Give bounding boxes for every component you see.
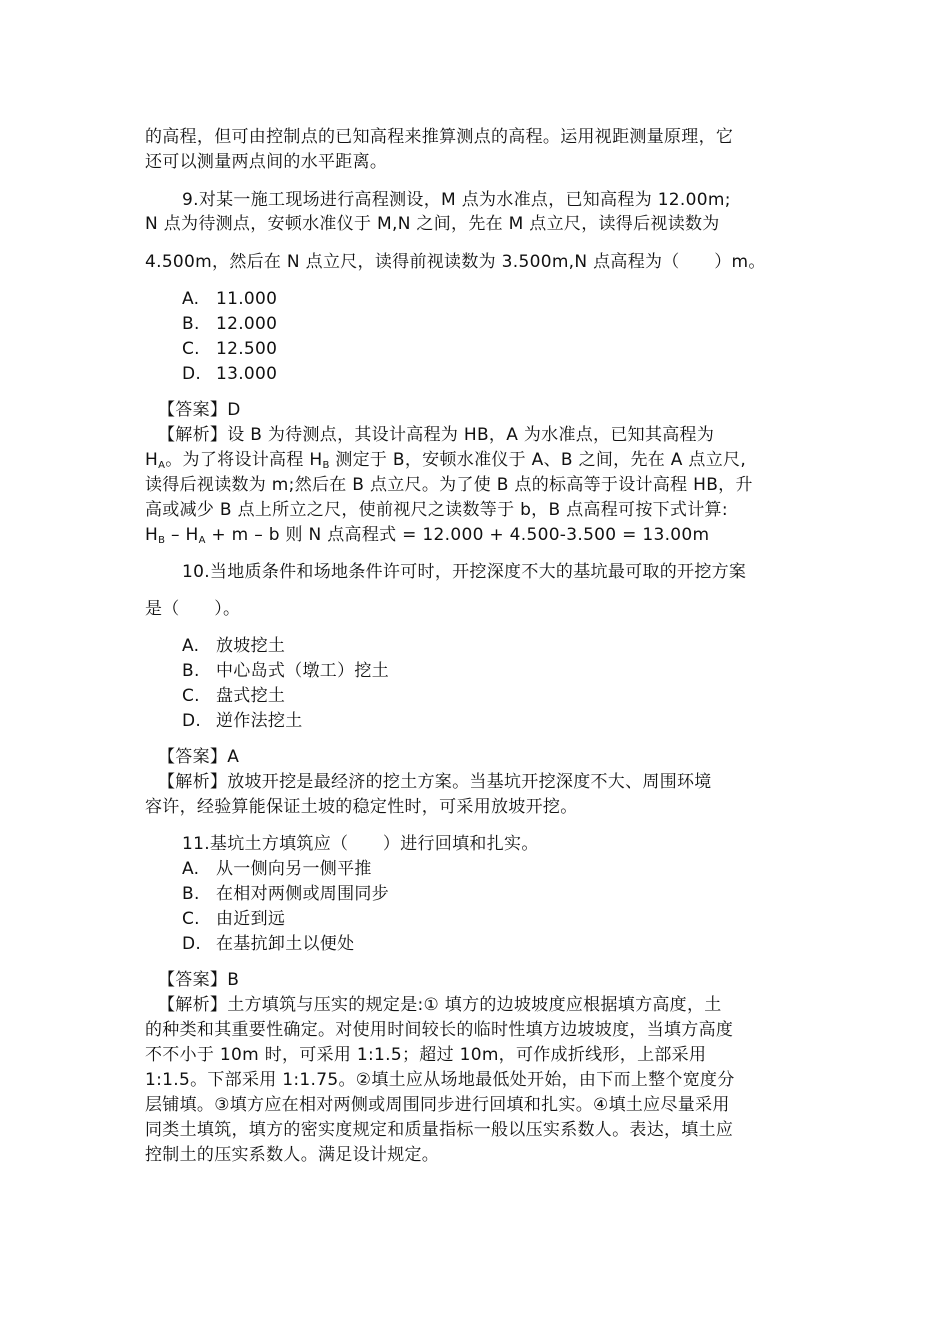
q10-option-c <box>182 684 285 709</box>
q11-explanation-line-2: 的种类和其重要性确定。对使用时间较长的临时性填方边坡坡度，当填方高度 <box>145 1020 734 1040</box>
intro-line-1: 的高程，但可由控制点的已知高程来推算测点的高程。运用视距测量原理，它 <box>145 127 734 147</box>
q11-explanation-line-4: 1:1.5。下部采用 1:1.75。②填土应从场地最低处开始，由下而上整个宽度分 <box>145 1070 735 1090</box>
option-text: 放坡挖土 <box>216 636 286 656</box>
intro-line-2: 还可以测量两点间的水平距离。 <box>145 152 388 172</box>
q11-explanation-line-6: 同类土填筑，填方的密实度规定和质量指标一般以压实系数人。表达，填土应 <box>145 1120 734 1140</box>
option-label: B. <box>182 661 200 681</box>
q11-option-a <box>182 857 372 882</box>
text-run: + m – b 则 N 点高程式 = 12.000 + 4.500-3.500 = 13.00m <box>205 525 710 545</box>
q9-option-c <box>182 337 277 362</box>
q10-option-d <box>182 709 303 734</box>
q10-stem-line-2: 是（ ）。 <box>145 599 241 619</box>
text-run: 测定于 B，安顿水准仪于 A、B 之间，先在 A 点立尺, <box>329 450 747 470</box>
subscript: B <box>322 460 330 471</box>
option-label: C. <box>182 909 200 929</box>
option-text: 13.000 <box>216 364 278 384</box>
option-text: 中心岛式（墩工）挖土 <box>216 661 389 681</box>
q10-stem-line-1: 10.当地质条件和场地条件许可时，开挖深度不大的基坑最可取的开挖方案 <box>182 562 747 582</box>
q11-explanation-line-7: 控制土的压实系数人。满足设计规定。 <box>145 1145 440 1165</box>
text-run: H <box>145 525 159 545</box>
option-label: A. <box>182 636 200 656</box>
q11-option-d <box>182 932 354 957</box>
option-text: 12.000 <box>216 314 278 334</box>
subscript: B <box>158 535 166 546</box>
q11-option-c <box>182 907 285 932</box>
q9-explanation-line-2 <box>145 448 746 473</box>
text-run: – H <box>165 525 199 545</box>
option-label: C. <box>182 339 200 359</box>
option-label: D. <box>182 711 202 731</box>
option-label: A. <box>182 289 200 309</box>
q9-option-a <box>182 287 277 312</box>
option-text: 由近到远 <box>216 909 286 929</box>
q11-explanation-line-3: 不不小于 10m 时，可采用 1:1.5；超过 10m，可作成折线形，上部采用 <box>145 1045 707 1065</box>
option-label: D. <box>182 934 202 954</box>
option-text: 在基抗卸土以便处 <box>216 934 355 954</box>
q10-explanation-line-1: 【解析】放坡开挖是最经济的挖土方案。当基坑开挖深度不大、周围环境 <box>158 772 712 792</box>
option-label: A. <box>182 859 200 879</box>
q9-stem-line-1: 9.对某一施工现场进行高程测设，M 点为水准点，已知高程为 12.00m; <box>182 190 731 210</box>
q9-stem-line-3: 4.500m，然后在 N 点立尺，读得前视读数为 3.500m,N 点高程为（ ）m。 <box>145 252 766 272</box>
q9-explanation-line-4: 高或减少 B 点上所立之尺，使前视尺之读数等于 b，B 点高程可按下式计算: <box>145 500 728 520</box>
q9-option-b <box>182 312 277 337</box>
option-label: B. <box>182 314 200 334</box>
option-label: B. <box>182 884 200 904</box>
option-text: 盘式挖土 <box>216 686 286 706</box>
q9-answer: 【答案】D <box>158 400 241 420</box>
option-text: 12.500 <box>216 339 278 359</box>
option-text: 11.000 <box>216 289 278 309</box>
q10-explanation-line-2: 容许，经验算能保证土坡的稳定性时，可采用放坡开挖。 <box>145 797 578 817</box>
option-text: 从一侧向另一侧平推 <box>216 859 372 879</box>
q11-option-b <box>182 882 389 907</box>
text-run: 。为了将设计高程 H <box>165 450 323 470</box>
q9-stem-line-2: N 点为待测点，安顿水准仪于 M,N 之间，先在 M 点立尺，读得后视读数为 <box>145 214 720 234</box>
q11-explanation-line-1: 【解析】土方填筑与压实的规定是:① 填方的边坡坡度应根据填方高度，土 <box>158 995 722 1015</box>
q10-option-a <box>182 634 285 659</box>
q9-explanation-line-3: 读得后视读数为 m;然后在 B 点立尺。为了使 B 点的标高等于设计高程 HB，升 <box>145 475 753 495</box>
option-label: C. <box>182 686 200 706</box>
option-text: 在相对两侧或周围同步 <box>216 884 389 904</box>
q10-answer: 【答案】A <box>158 747 240 767</box>
q11-answer: 【答案】B <box>158 970 240 990</box>
subscript: A <box>158 460 166 471</box>
option-label: D. <box>182 364 202 384</box>
subscript: A <box>198 535 206 546</box>
q9-explanation-line-5 <box>145 523 709 548</box>
q11-stem: 11.基坑土方填筑应（ ）进行回填和扎实。 <box>182 834 539 854</box>
q10-option-b <box>182 659 389 684</box>
q11-explanation-line-5: 层铺填。③填方应在相对两侧或周围同步进行回填和扎实。④填土应尽量采用 <box>145 1095 730 1115</box>
option-text: 逆作法挖土 <box>216 711 303 731</box>
text-run: H <box>145 450 159 470</box>
q9-option-d <box>182 362 277 387</box>
q9-explanation-line-1: 【解析】设 B 为待测点，其设计高程为 HB，A 为水准点，已知其高程为 <box>158 425 715 445</box>
